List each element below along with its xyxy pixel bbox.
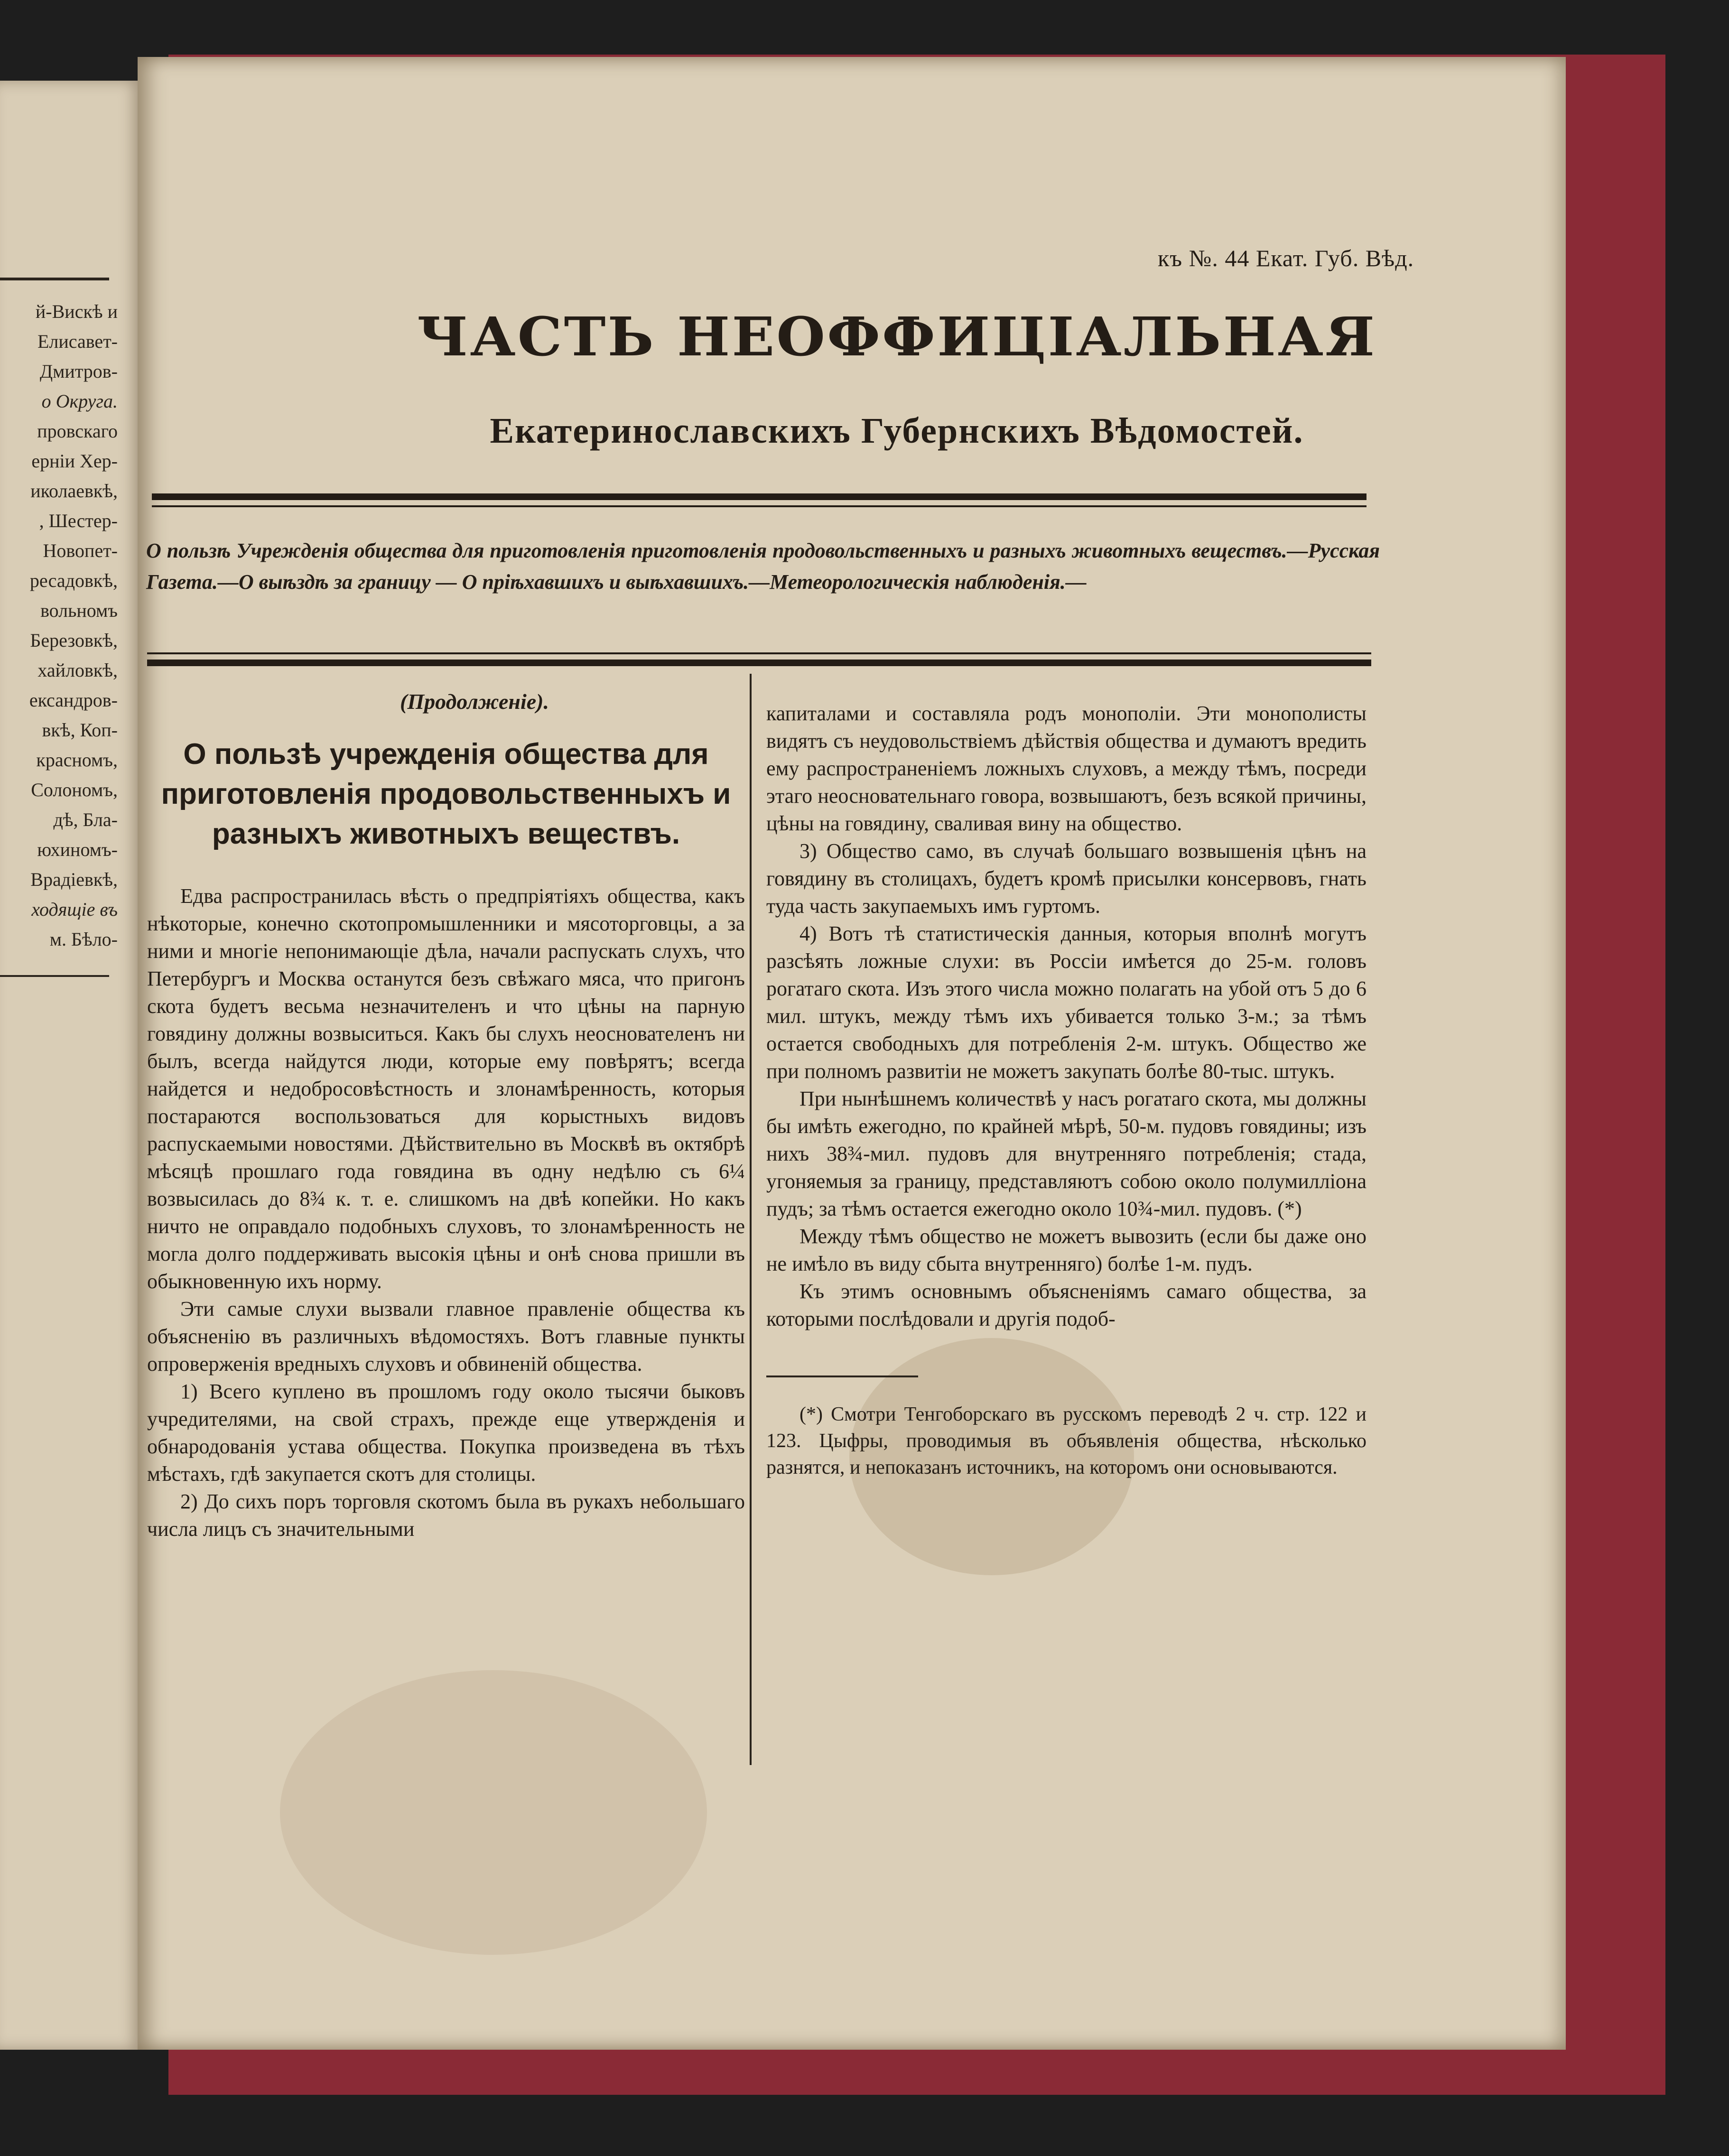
prev-line: дѣ, Бла- [53,809,118,830]
contents-rule-thin [147,652,1371,654]
article-paragraph: Между тѣмъ общество не можетъ вывозить (если бы даже оно не имѣло въ виду сбыта внутренняго) болѣе 1-м. пудъ. [766,1225,1366,1275]
article-paragraph: капиталами и составляла родъ монополіи. Эти монополисты видятъ съ неудовольствіемъ дѣйствія общества и думаютъ вредить ему распространеніемъ ложныхъ слуховъ, а между тѣмъ, посреди этаго неосновательнаго говора, возвышаютъ, безъ всякой причины, цѣны на говядину, сваливая вину на общество. [766,702,1366,835]
footnote-rule [766,1375,918,1377]
issue-reference: къ №. 44 Екат. Губ. Вѣд. [1158,245,1414,271]
column-divider [750,674,752,1765]
prev-line: ресадовкѣ, [29,570,118,591]
prev-line: провскаго [37,420,118,442]
prev-line: юхиномъ- [37,839,118,860]
prev-line: Березовкѣ, [30,630,118,651]
article-paragraph: 2) До сихъ поръ торговля скотомъ была въ рукахъ небольшаго числа лицъ съ значительными [147,1490,745,1541]
prev-line: хайловкѣ, [37,660,118,681]
contents-rule-thick [147,660,1371,666]
prev-line: м. Бѣло- [49,929,118,950]
prev-line: вкѣ, Коп- [42,719,118,741]
prev-line: Дмитров- [39,361,118,382]
article-paragraph: 3) Общество само, въ случаѣ большаго возвышенія цѣнъ на говядину въ столицахъ, будетъ кромѣ присылки консервовъ, гнать туда часть закупаемыхъ имъ гуртомъ. [766,839,1366,918]
previous-page-text [0,297,118,954]
article-paragraph: Едва распространилась вѣсть о предпріятіяхъ общества, какъ нѣкоторые, конечно скотопромышленники и мясоторговцы, а за ними и многіе непонимающіе дѣла, начали распускать слухъ, что Петербургъ и Москва останутся безъ свѣжаго мяса, что пригонъ скота будетъ весьма незначителенъ и что цѣны на парную говядину должны возвыситься. Какъ бы слухъ неоснователенъ ни былъ, всегда найдутся люди, которые ему повѣрятъ; всегда найдется и недобросовѣстность и злонамѣренность, которыя постараются воспользоваться для корыстныхъ видовъ распускаемыми новостями. Дѣйствительно въ Москвѣ въ октябрѣ мѣсяцѣ прошлаго года говядина въ одну недѣлю съ 6¼ возвысилась до 8¾ к. т. е. слишкомъ на двѣ копейки. Но какъ ничто не оправдало подобныхъ слуховъ, то злонамѣренность не могла долго поддерживать высокія цѣны и онѣ снова пришли въ обыкновенную ихъ норму. [147,884,745,1293]
prev-line: Солономъ, [31,779,118,800]
prev-line: красномъ, [36,749,118,771]
previous-page-rule-bottom [0,975,109,977]
prev-line: вольномъ [40,600,118,621]
prev-line: Елисавет- [37,331,118,352]
footnote: (*) Смотри Тенгоборскаго въ русскомъ переводѣ 2 ч. стр. 122 и 123. Цыфры, проводимыя въ объявленія общества, нѣсколько разнятся, и непоказанъ источникъ, на которомъ они основываются. [766,1403,1366,1478]
article-left-column [147,688,745,1543]
header-rule-thin [152,505,1366,507]
prev-line: о Округа. [41,390,118,412]
prev-line: ександров- [29,689,118,711]
article-paragraph: При нынѣшнемъ количествѣ у насъ рогатаго скота, мы должны бы имѣть ежегодно, по крайней мѣрѣ, 50-м. пудовъ говядины; изъ нихъ 38¾-мил. пудовъ для внутренняго потребленія; стада, угоняемыя за границу, представляютъ собою около полумилліона пудъ; за тѣмъ остается ежегодно около 10¾-мил. пудовъ. (*) [766,1087,1366,1220]
header-rule-thick [152,493,1366,500]
prev-line: Врадіевкѣ, [30,869,118,890]
article-title: О пользѣ учрежденія общества для приготовленія продовольственныхъ и разныхъ животныхъ веществъ. [161,738,731,850]
newspaper-page [138,57,1566,2050]
prev-line: , Шестер- [39,510,118,531]
paper-stain [280,1670,707,1955]
prev-line: й-Вискѣ и [35,301,118,322]
prev-line: иколаевкѣ, [30,480,118,502]
previous-page-rule [0,278,109,280]
prev-line: ходящіе въ [31,899,118,920]
article-right-column [766,700,1366,1481]
article-paragraph: Къ этимъ основнымъ объясненіямъ самаго общества, за которыми послѣдовали и другія подоб- [766,1280,1366,1330]
contents-summary: О пользѣ Учрежденія общества для приготовленія приготовленія продовольственныхъ и разныхъ животныхъ веществъ.—Русская Газета.—О выѣздѣ за границу — О пріѣхавшихъ и выѣхавшихъ.—Метеорологическія наблюденія.— [146,539,1380,594]
page-subtitle: Екатеринославскихъ Губернскихъ Вѣдомостей. [490,411,1304,451]
article-paragraph: 4) Вотъ тѣ статистическія данныя, которыя вполнѣ могутъ разсѣять ложные слухи: въ Россіи имѣется до 25-м. головъ рогатаго скота. Изъ этого числа можно полагать на убой отъ 5 до 6 мил. штукъ, между тѣмъ ихъ убивается только 3-м.; за тѣмъ остается свободныхъ для потребленія 2-м. штукъ. Общество же при полномъ развитіи не можетъ закупать болѣе 80-тыс. штукъ. [766,922,1366,1083]
article-paragraph: Эти самые слухи вызвали главное правленіе общества къ объясненію въ различныхъ вѣдомостяхъ. Вотъ главные пункты опроверженія вредныхъ слуховъ и обвиненій общества. [147,1297,745,1375]
previous-page-edge [0,81,142,2050]
page-title: ЧАСТЬ НЕОФФИЦІАЛЬНАЯ [417,305,1377,368]
prev-line: ерніи Хер- [31,450,118,472]
article-paragraph: 1) Всего куплено въ прошломъ году около тысячи быковъ учредителями, на свой страхъ, прежде еще утвержденія и обнародованія устава общества. Покупка произведена въ тѣхъ мѣстахъ, гдѣ закупается скотъ для столицы. [147,1380,745,1486]
prev-line: Новопет- [43,540,118,561]
continued-label: (Продолженіе). [400,689,549,714]
